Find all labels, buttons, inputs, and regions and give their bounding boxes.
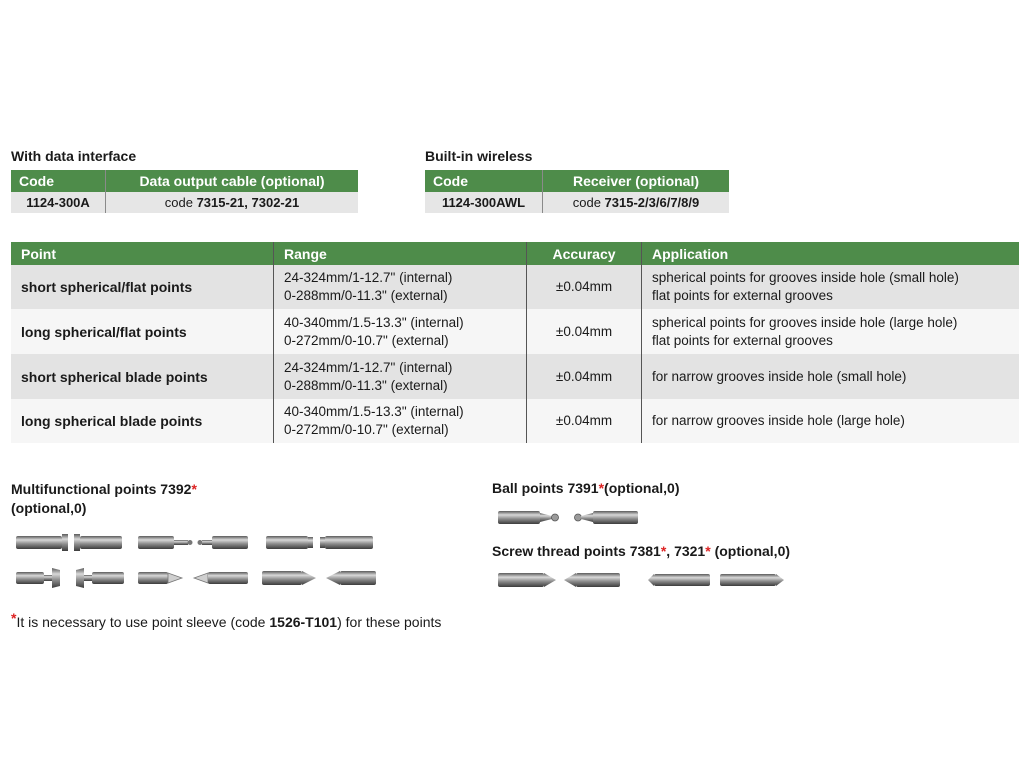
- accuracy-cell: ±0.04mm: [527, 265, 642, 309]
- header-range: Range: [274, 242, 527, 265]
- table-row: [11, 309, 1019, 354]
- table-row: [11, 354, 1019, 399]
- accuracy-cell: ±0.04mm: [527, 399, 642, 443]
- header-code: Code: [425, 170, 543, 192]
- asterisk: *: [660, 543, 667, 559]
- asterisk: *: [11, 610, 17, 626]
- multifunctional-title: Multifunctional points 7392* (optional,0): [11, 481, 197, 516]
- application-cell: spherical points for grooves inside hole (large hole) flat points for external grooves: [642, 309, 1020, 354]
- data-interface-table: [11, 170, 358, 213]
- accuracy-cell: ±0.04mm: [527, 309, 642, 354]
- data-interface-title: With data interface: [11, 148, 137, 164]
- ball-point-icon: [498, 511, 559, 524]
- header-code: Code: [11, 170, 106, 192]
- ball-point-icon: [575, 511, 639, 524]
- asterisk: *: [598, 480, 605, 496]
- header-accuracy: Accuracy: [527, 242, 642, 265]
- application-cell: for narrow grooves inside hole (small hole): [642, 354, 1020, 399]
- flat-point-pair-icon: [16, 534, 122, 551]
- point-cell: long spherical/flat points: [11, 309, 274, 354]
- cable-cell: code 7315-21, 7302-21: [106, 192, 359, 213]
- range-cell: 40-340mm/1.5-13.3" (internal) 0-272mm/0-10.7" (external): [274, 399, 527, 443]
- asterisk: *: [705, 543, 711, 559]
- range-cell: 40-340mm/1.5-13.3" (internal) 0-272mm/0-10.7" (external): [274, 309, 527, 354]
- asterisk: *: [191, 481, 197, 497]
- screw-thread-point-icon: [648, 574, 784, 586]
- range-cell: 24-324mm/1-12.7" (internal) 0-288mm/0-11.3" (external): [274, 265, 527, 309]
- disc-point-pair-icon: [16, 568, 124, 588]
- table-row: [11, 265, 1019, 309]
- multifunctional-points-illustration: [10, 526, 380, 592]
- header-application: Application: [642, 242, 1020, 265]
- ball-points-illustration: [494, 505, 644, 529]
- range-cell: 24-324mm/1-12.7" (internal) 0-288mm/0-11.3" (external): [274, 354, 527, 399]
- accuracy-cell: ±0.04mm: [527, 354, 642, 399]
- cylinder-point-pair-icon: [266, 536, 373, 549]
- header-cable: Data output cable (optional): [106, 170, 359, 192]
- wireless-title: Built-in wireless: [425, 148, 533, 164]
- point-cell: short spherical/flat points: [11, 265, 274, 309]
- blade-point-pair-icon: [138, 572, 248, 584]
- point-cell: long spherical blade points: [11, 399, 274, 443]
- spherical-point-pair-icon: [138, 536, 248, 549]
- header-point: Point: [11, 242, 274, 265]
- footnote: *It is necessary to use point sleeve (code 1526-T101) for these points: [11, 610, 442, 630]
- screw-thread-title: Screw thread points 7381*, 7321* (optional,0): [492, 543, 791, 559]
- wireless-table: [425, 170, 729, 213]
- points-table: [11, 242, 1019, 443]
- code-cell: 1124-300A: [11, 192, 106, 213]
- point-cell: short spherical blade points: [11, 354, 274, 399]
- ball-points-title: Ball points 7391*(optional,0): [492, 480, 680, 496]
- screw-thread-points-illustration: [494, 568, 790, 592]
- code-cell: 1124-300AWL: [425, 192, 543, 213]
- application-cell: for narrow grooves inside hole (large hole): [642, 399, 1020, 443]
- cone-point-pair-icon: [262, 571, 376, 585]
- screw-thread-point-icon: [498, 573, 620, 587]
- table-row: [11, 399, 1019, 443]
- application-cell: spherical points for grooves inside hole (small hole) flat points for external grooves: [642, 265, 1020, 309]
- header-receiver: Receiver (optional): [543, 170, 730, 192]
- receiver-cell: code 7315-2/3/6/7/8/9: [543, 192, 730, 213]
